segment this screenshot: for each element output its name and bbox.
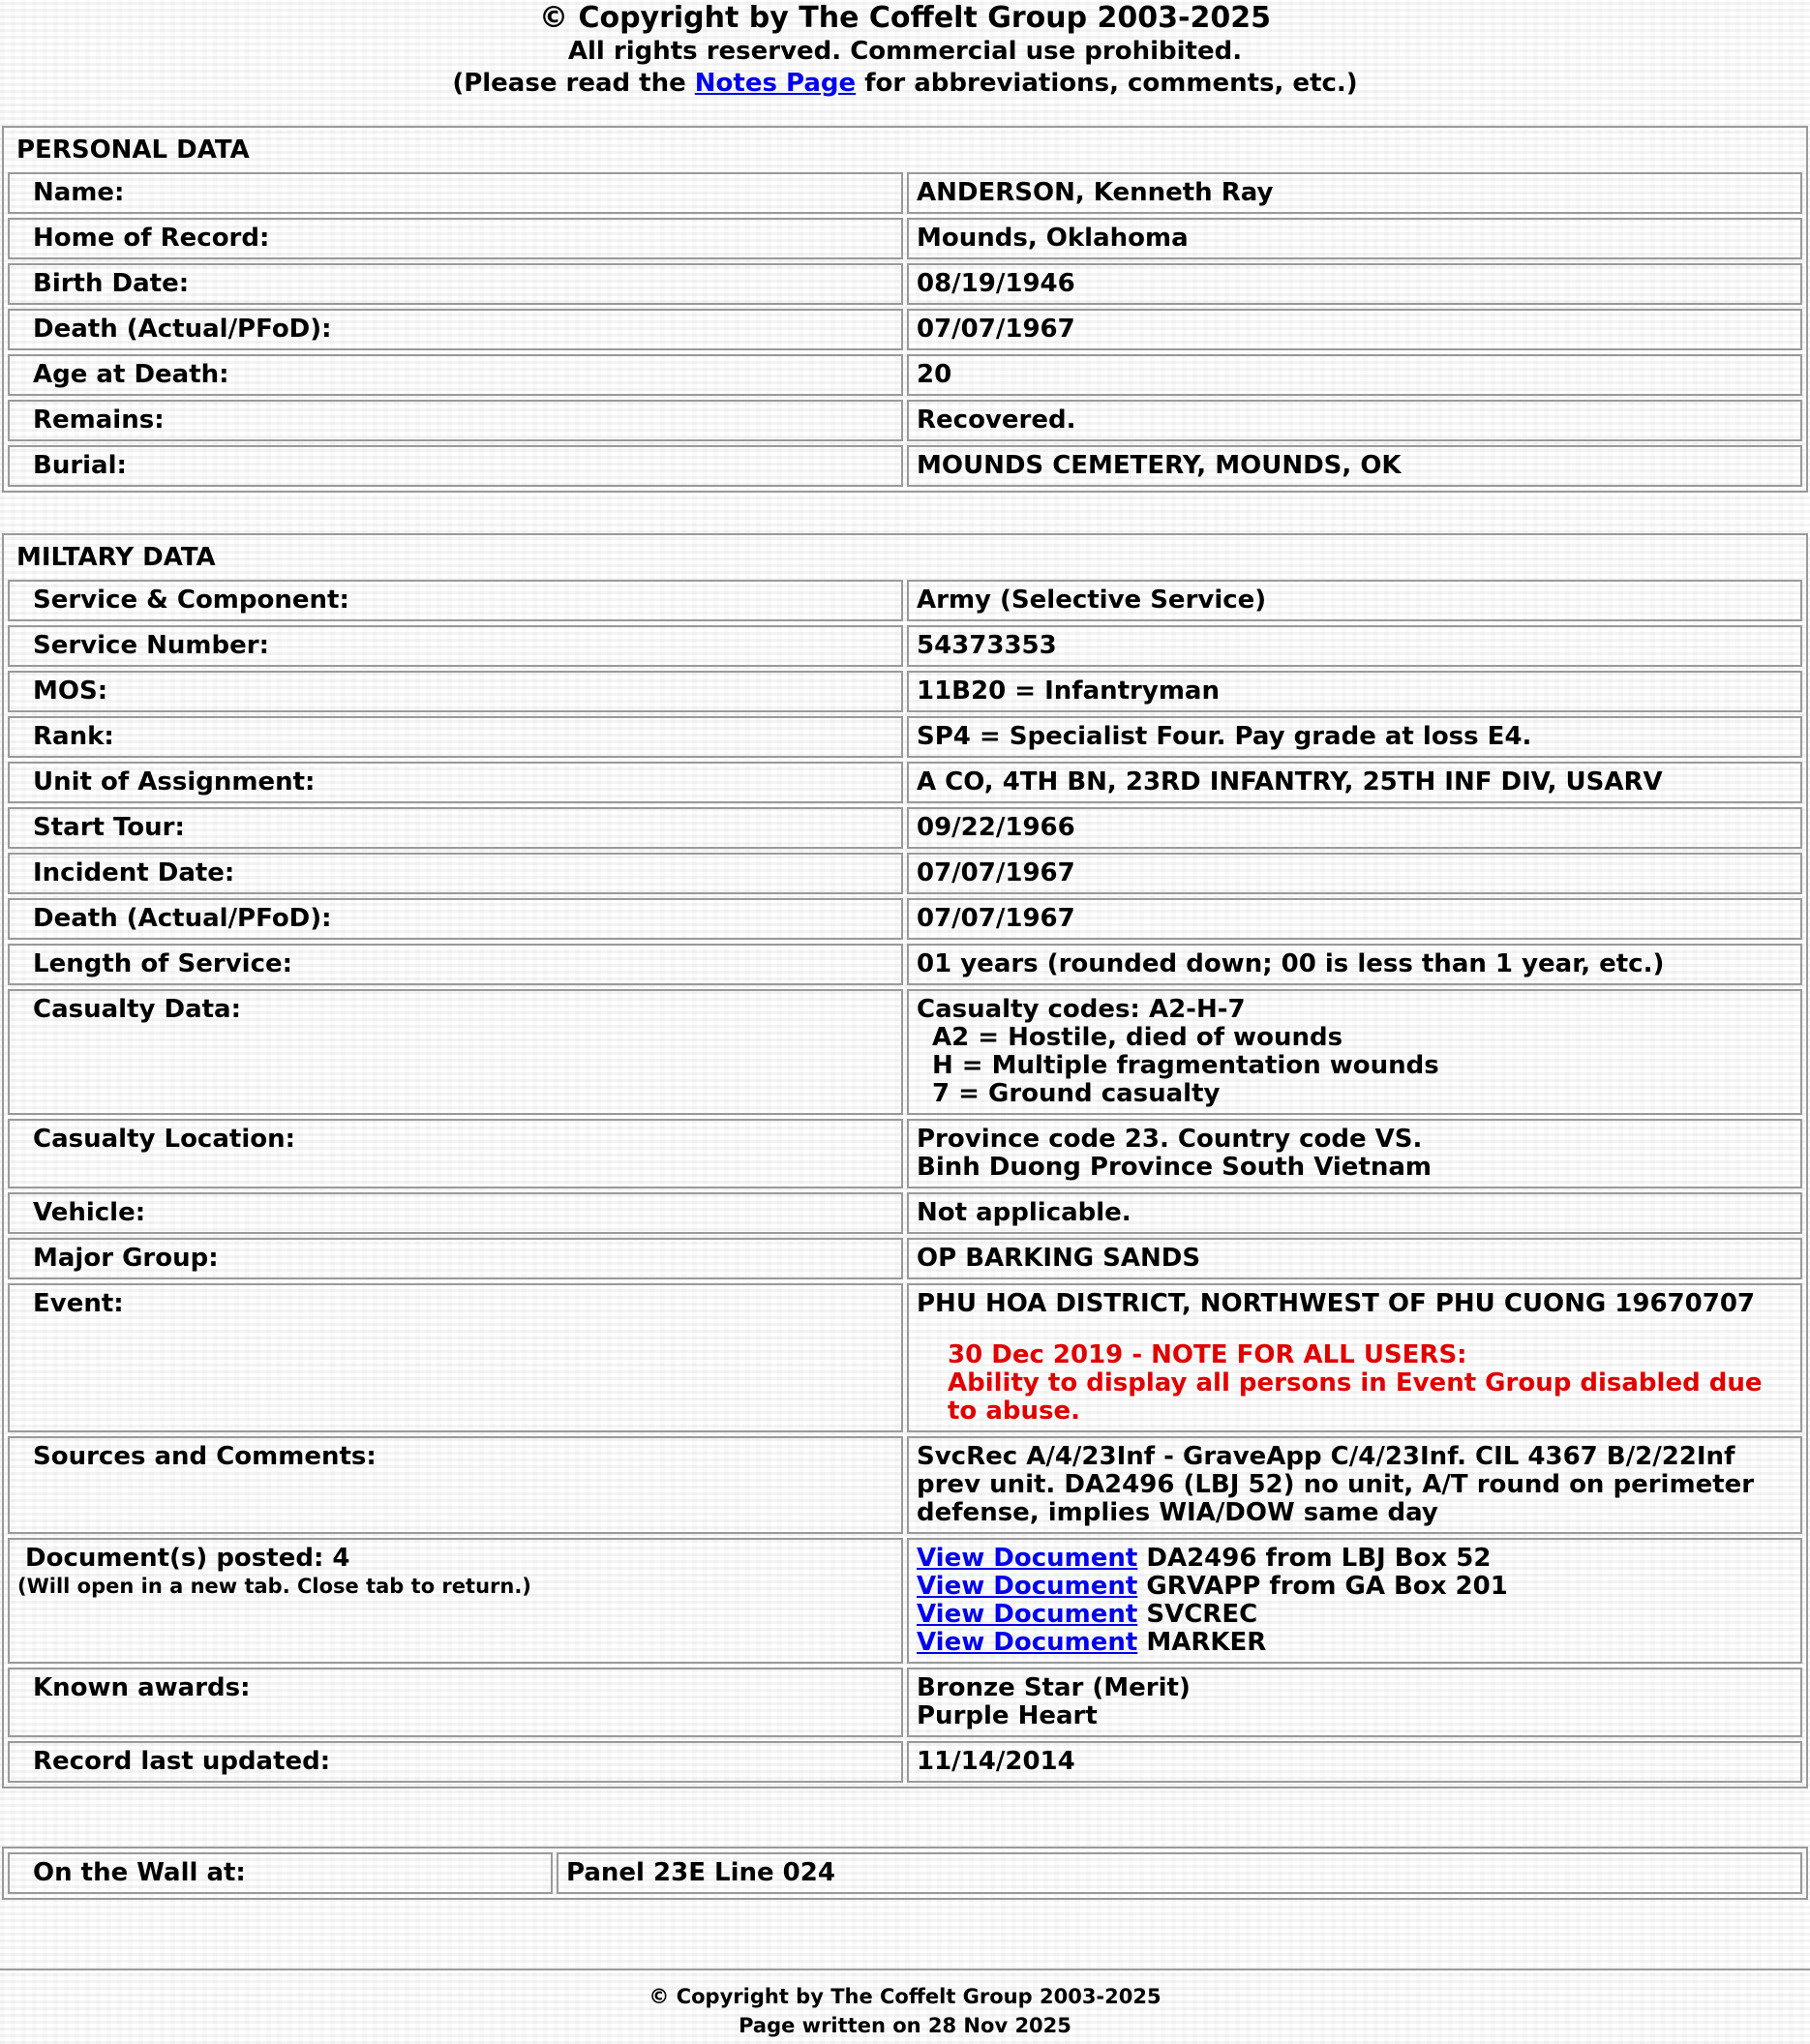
- documents-count: Document(s) posted: 4: [25, 1544, 350, 1573]
- field-label: MOS:: [8, 671, 903, 712]
- field-value: Panel 23E Line 024: [557, 1852, 1802, 1894]
- field-value: Not applicable.: [907, 1192, 1802, 1234]
- field-label: Name:: [8, 172, 903, 214]
- wall-section: [2, 1847, 1808, 1900]
- data-row: [8, 807, 1802, 849]
- casualty-code-line: 7 = Ground casualty: [932, 1079, 1221, 1108]
- field-label: Service Number:: [8, 625, 903, 667]
- field-label: On the Wall at:: [8, 1852, 553, 1894]
- data-row: [8, 898, 1802, 940]
- field-label: Unit of Assignment:: [8, 762, 903, 803]
- document-description: MARKER: [1146, 1628, 1267, 1657]
- copyright-title: © Copyright by The Coffelt Group 2003-2025: [539, 1, 1271, 35]
- data-row: [8, 1238, 1802, 1279]
- data-row: [8, 853, 1802, 894]
- field-value: A CO, 4TH BN, 23RD INFANTRY, 25TH INF DIV, USARV: [907, 762, 1802, 803]
- location-line: Province code 23. Country code VS.: [917, 1125, 1423, 1154]
- field-value: 07/07/1967: [907, 309, 1802, 350]
- field-label: Rank:: [8, 716, 903, 758]
- page-header: [0, 0, 1810, 100]
- awards-row: [8, 1668, 1802, 1737]
- sources-value: SvcRec A/4/23Inf - GraveApp C/4/23Inf. CIL 4367 B/2/22Inf prev unit. DA2496 (LBJ 52) no unit, A/T round on perimeter defense, implies WIA/DOW same day: [907, 1436, 1802, 1534]
- document-item: [917, 1573, 1793, 1601]
- field-label: Incident Date:: [8, 853, 903, 894]
- data-row: [8, 445, 1802, 487]
- event-note-text: Ability to display all persons in Event Group disabled due to abuse.: [948, 1368, 1763, 1426]
- documents-row: [8, 1538, 1802, 1664]
- casualty-codes: Casualty codes: A2-H-7: [917, 995, 1246, 1024]
- data-row: [8, 400, 1802, 441]
- field-value: 09/22/1966: [907, 807, 1802, 849]
- data-row: [8, 1852, 1802, 1894]
- field-value: 11B20 = Infantryman: [907, 671, 1802, 712]
- casualty-code-line: H = Multiple fragmentation wounds: [932, 1051, 1439, 1080]
- document-description: DA2496 from LBJ Box 52: [1146, 1544, 1492, 1573]
- event-note-title: 30 Dec 2019 - NOTE FOR ALL USERS:: [948, 1340, 1467, 1369]
- documents-hint: (Will open in a new tab. Close tab to return.): [17, 1575, 531, 1598]
- awards-value: [907, 1668, 1802, 1737]
- field-value: 11/14/2014: [907, 1741, 1802, 1783]
- field-value: 07/07/1967: [907, 898, 1802, 940]
- event-value: [907, 1283, 1802, 1432]
- award-item: Bronze Star (Merit): [917, 1673, 1191, 1702]
- field-label: Casualty Data:: [8, 989, 903, 1115]
- documents-list: [907, 1538, 1802, 1664]
- documents-label-cell: [8, 1538, 903, 1664]
- event-note: [948, 1341, 1793, 1426]
- document-description: GRVAPP from GA Box 201: [1146, 1572, 1508, 1601]
- document-item: [917, 1629, 1793, 1657]
- field-label: Death (Actual/PFoD):: [8, 898, 903, 940]
- document-item: [917, 1545, 1793, 1573]
- page-footer: [0, 1982, 1810, 2040]
- data-row: [8, 762, 1802, 803]
- field-value: SP4 = Specialist Four. Pay grade at loss E4.: [907, 716, 1802, 758]
- casualty-code-line: A2 = Hostile, died of wounds: [932, 1023, 1343, 1052]
- field-label: Casualty Location:: [8, 1119, 903, 1188]
- view-document-link[interactable]: View Document: [917, 1544, 1138, 1573]
- field-label: Major Group:: [8, 1238, 903, 1279]
- data-row: [8, 580, 1802, 621]
- section-heading: MILTARY DATA: [16, 543, 216, 572]
- rights-notice: All rights reserved. Commercial use prohibited.: [567, 37, 1243, 66]
- event-row: [8, 1283, 1802, 1432]
- field-label: Service & Component:: [8, 580, 903, 621]
- data-row: [8, 1192, 1802, 1234]
- field-label: Vehicle:: [8, 1192, 903, 1234]
- field-label: Death (Actual/PFoD):: [8, 309, 903, 350]
- data-row: [8, 716, 1802, 758]
- field-label: Burial:: [8, 445, 903, 487]
- footer-copyright: © Copyright by The Coffelt Group 2003-2025: [649, 1985, 1161, 2008]
- field-label: Remains:: [8, 400, 903, 441]
- field-value: OP BARKING SANDS: [907, 1238, 1802, 1279]
- field-value: MOUNDS CEMETERY, MOUNDS, OK: [907, 445, 1802, 487]
- document-item: [917, 1601, 1793, 1629]
- field-value: 54373353: [907, 625, 1802, 667]
- footer-divider: [0, 1969, 1810, 1970]
- view-document-link[interactable]: View Document: [917, 1600, 1138, 1629]
- data-row: [8, 263, 1802, 305]
- casualty-data-row: [8, 989, 1802, 1115]
- data-row: [8, 671, 1802, 712]
- data-row: [8, 218, 1802, 259]
- field-label: Known awards:: [8, 1668, 903, 1737]
- field-value: Mounds, Oklahoma: [907, 218, 1802, 259]
- data-row: [8, 354, 1802, 396]
- footer-written-date: Page written on 28 Nov 2025: [739, 2014, 1071, 2037]
- event-description: PHU HOA DISTRICT, NORTHWEST OF PHU CUONG 19670707: [917, 1289, 1755, 1318]
- field-value: 08/19/1946: [907, 263, 1802, 305]
- field-value: ANDERSON, Kenneth Ray: [907, 172, 1802, 214]
- field-label: Event:: [8, 1283, 903, 1432]
- sources-row: [8, 1436, 1802, 1534]
- notes-page-link[interactable]: Notes Page: [694, 69, 857, 98]
- field-label: Birth Date:: [8, 263, 903, 305]
- location-line: Binh Duong Province South Vietnam: [917, 1153, 1433, 1182]
- field-label: Start Tour:: [8, 807, 903, 849]
- casualty-data-value: [907, 989, 1802, 1115]
- field-label: Length of Service:: [8, 944, 903, 985]
- data-row: [8, 944, 1802, 985]
- view-document-link[interactable]: View Document: [917, 1572, 1138, 1601]
- data-row: [8, 309, 1802, 350]
- field-label: Home of Record:: [8, 218, 903, 259]
- field-value: 01 years (rounded down; 00 is less than 1 year, etc.): [907, 944, 1802, 985]
- data-row: [8, 172, 1802, 214]
- section-heading: PERSONAL DATA: [16, 135, 250, 165]
- document-description: SVCREC: [1146, 1600, 1258, 1629]
- notes-notice: [0, 68, 1810, 100]
- field-label: Age at Death:: [8, 354, 903, 396]
- field-label: Sources and Comments:: [8, 1436, 903, 1534]
- field-value: 20: [907, 354, 1802, 396]
- data-row: [8, 1741, 1802, 1783]
- notes-pre-text: (Please read the: [452, 69, 695, 98]
- military-data-section: [2, 533, 1808, 1788]
- casualty-location-row: [8, 1119, 1802, 1188]
- field-value: Army (Selective Service): [907, 580, 1802, 621]
- field-label: Record last updated:: [8, 1741, 903, 1783]
- casualty-location-value: [907, 1119, 1802, 1188]
- award-item: Purple Heart: [917, 1701, 1098, 1730]
- notes-post-text: for abbreviations, comments, etc.): [856, 69, 1358, 98]
- field-value: Recovered.: [907, 400, 1802, 441]
- view-document-link[interactable]: View Document: [917, 1628, 1138, 1657]
- data-row: [8, 625, 1802, 667]
- personal-data-section: [2, 126, 1808, 493]
- field-value: 07/07/1967: [907, 853, 1802, 894]
